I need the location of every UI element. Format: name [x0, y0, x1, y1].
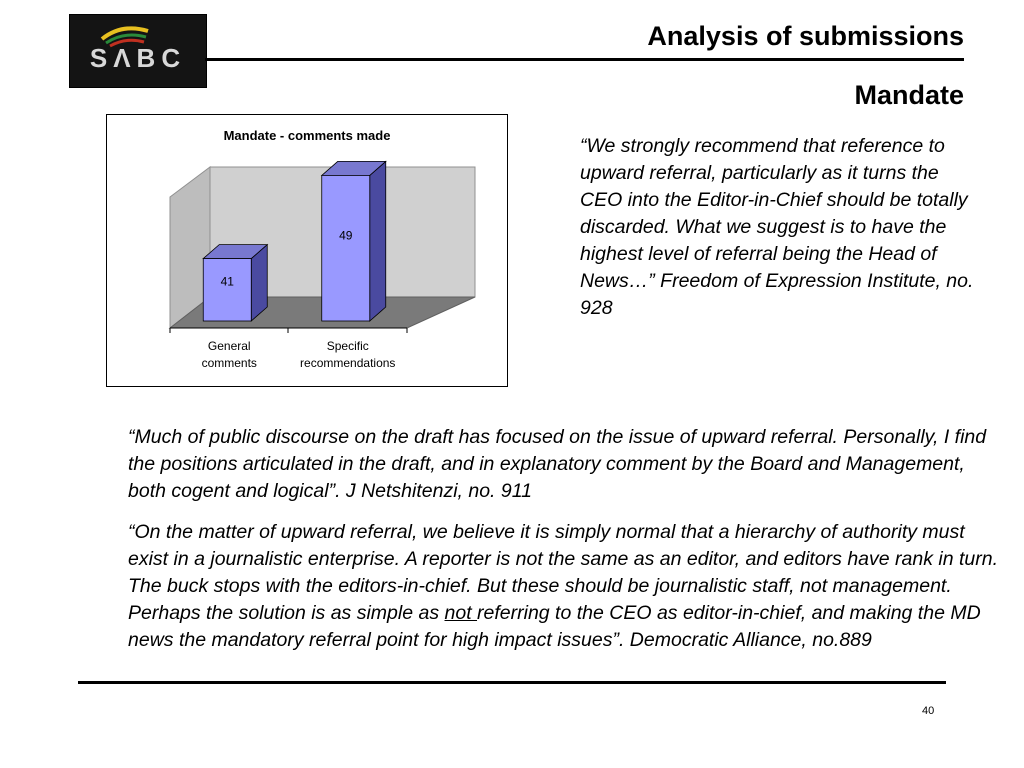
x-tick-label: Specific [326, 339, 369, 353]
quote-da-underlined: not [444, 602, 478, 624]
top-rule [205, 58, 964, 61]
bar-value-label: 41 [220, 274, 234, 289]
sabc-logo-graphic [70, 15, 206, 87]
bar-front [322, 175, 370, 321]
bottom-rule [78, 681, 946, 684]
quote-netshitenzi: “Much of public discourse on the draft has focused on the issue of upward referral. Personally, I find the positions articulated in the draft, and in explanatory comment by the Board and Management, both cogent and logical”. J Netshitenzi, no. 911 [128, 426, 987, 502]
quote-democratic-alliance [128, 519, 998, 654]
quote-da-part2: referring to the CEO as editor-in-chief, and making the MD news the mandatory referral point for high impact issues”. Democratic Alliance, no.889 [128, 602, 981, 651]
bar-front [203, 259, 251, 321]
sabc-logo [69, 14, 207, 88]
x-tick-label: comments [201, 356, 257, 370]
bar-value-label: 49 [339, 228, 353, 243]
quote-da-part1: “On the matter of upward referral, we believe it is simply normal that a hierarchy of authority must exist in a journalistic enterprise. A reporter is not the same as an editor, and editors have rank in turn. The buck stops with the editors-in-chief. But these should be journalistic staff, not management. Perhaps the solution is as simple as [128, 521, 999, 624]
bar-chart [107, 115, 507, 386]
bar-side [370, 161, 386, 321]
slide-title: Analysis of submissions [647, 21, 964, 51]
page-number: 40 [922, 705, 935, 717]
slide-subtitle: Mandate [854, 80, 964, 110]
quote-fxi: “We strongly recommend that reference to upward referral, particularly as it turns the CEO into the Editor-in-Chief should be totally discarded. What we suggest is to have the highest level of referral being the Head of News…” Freedom of Expression Institute, no. 928 [580, 135, 974, 319]
x-tick-label: recommendations [300, 356, 396, 370]
chart-title: Mandate - comments made [223, 128, 391, 143]
x-tick-label: General [207, 339, 251, 353]
logo-letters: SΛBC [89, 43, 187, 73]
bar-1 [203, 245, 267, 321]
bar-2 [322, 161, 386, 321]
chart-container [106, 114, 508, 387]
